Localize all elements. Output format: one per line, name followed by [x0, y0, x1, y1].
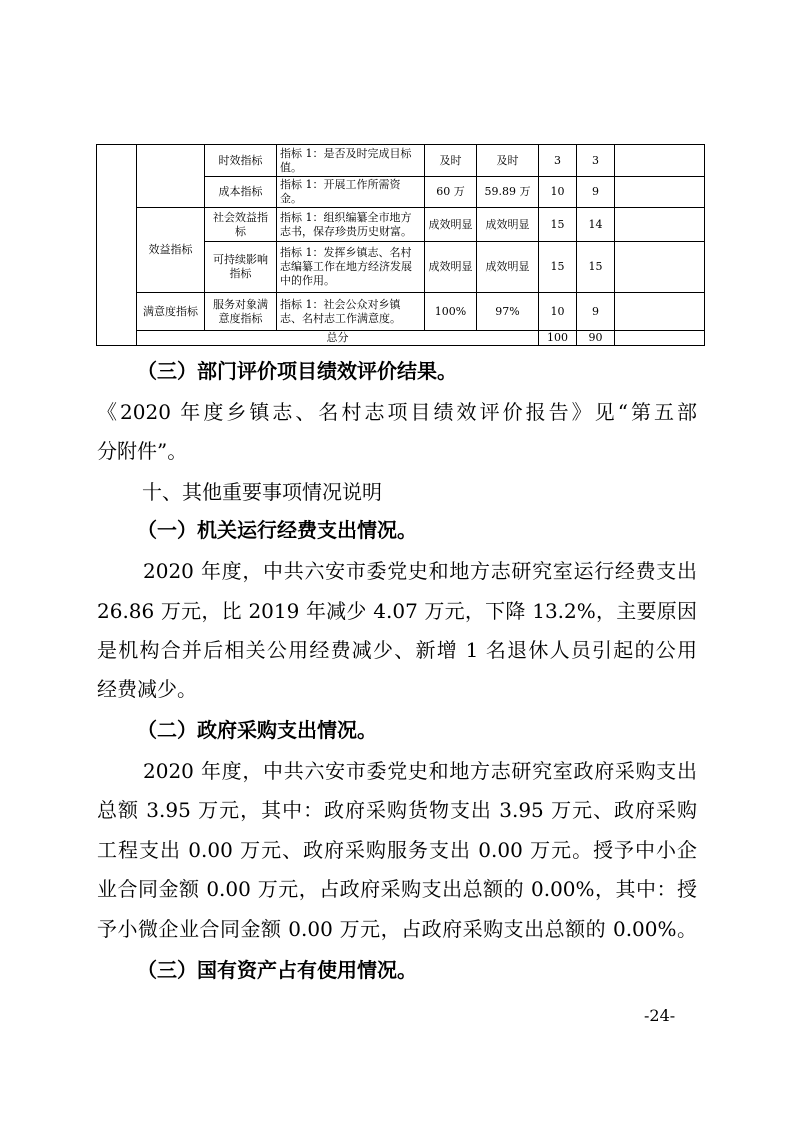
table-cell — [615, 145, 705, 177]
table-cell: 3 — [539, 145, 577, 177]
table-cell: 社会效益指标 — [205, 208, 277, 242]
paragraph-line: 分附件”。 — [97, 439, 188, 463]
table-cell: 指标 1：社会公众对乡镇志、名村志工作满意度。 — [277, 293, 425, 331]
section-heading-state-assets: （三）国有资产占有使用情况。 — [137, 958, 417, 982]
section-heading-gov-procurement: （二）政府采购支出情况。 — [137, 718, 377, 742]
table-cell — [615, 177, 705, 208]
table-cell: 指标 1：是否及时完成目标值。 — [277, 145, 425, 177]
paragraph-line: 工程支出 0.00 万元、政府采购服务支出 0.00 万元。授予中小企 — [97, 838, 697, 862]
total-label: 总分 — [137, 331, 539, 346]
table-row — [97, 145, 705, 177]
table-cell: 成本指标 — [205, 177, 277, 208]
table-cell: 9 — [577, 177, 615, 208]
paragraph-line: 经费减少。 — [97, 677, 197, 701]
table-cell: 9 — [577, 293, 615, 331]
table-cell: 97% — [477, 293, 539, 331]
table-row-total — [97, 331, 705, 346]
section-heading-operating-expenses: （一）机关运行经费支出情况。 — [137, 518, 417, 542]
table-cell: 60 万 — [425, 177, 477, 208]
table-cell — [615, 331, 705, 346]
paragraph-line: 总额 3.95 万元，其中：政府采购货物支出 3.95 万元、政府采购 — [97, 798, 697, 822]
table-cell: 成效明显 — [477, 242, 539, 293]
section-heading-other-matters: 十、其他重要事项情况说明 — [142, 480, 382, 504]
table-row — [97, 293, 705, 331]
total-weight: 100 — [539, 331, 577, 346]
paragraph-line: 业合同金额 0.00 万元，占政府采购支出总额的 0.00%，其中：授 — [97, 877, 697, 901]
section-heading-eval-results: （三）部门评价项目绩效评价结果。 — [137, 359, 457, 383]
performance-table — [96, 144, 705, 346]
table-cell — [615, 242, 705, 293]
table-cell — [615, 293, 705, 331]
table-cell: 10 — [539, 177, 577, 208]
table-cell: 10 — [539, 293, 577, 331]
table-cell: 成效明显 — [477, 208, 539, 242]
table-cell: 指标 1：组织编纂全市地方志书，保存珍贵历史财富。 — [277, 208, 425, 242]
table-cell: 及时 — [425, 145, 477, 177]
table-cell: 指标 1：发挥乡镇志、名村志编纂工作在地方经济发展中的作用。 — [277, 242, 425, 293]
paragraph-line: 予小微企业合同金额 0.00 万元，占政府采购支出总额的 0.00%。 — [97, 917, 697, 941]
table-cell: 15 — [539, 242, 577, 293]
table-cell: 59.89 万 — [477, 177, 539, 208]
table-cell — [615, 208, 705, 242]
table-cell — [97, 145, 137, 346]
table-cell: 可持续影响指标 — [205, 242, 277, 293]
page-number: -24- — [644, 1006, 676, 1025]
table-cell: 成效明显 — [425, 242, 477, 293]
table-cell — [137, 145, 205, 208]
table-cell: 满意度指标 — [137, 293, 205, 331]
table-cell: 15 — [539, 208, 577, 242]
paragraph-line: 26.86 万元，比 2019 年减少 4.07 万元，下降 13.2%，主要原因 — [97, 599, 697, 623]
table-cell: 14 — [577, 208, 615, 242]
table-cell: 服务对象满意度指标 — [205, 293, 277, 331]
table-cell: 效益指标 — [137, 208, 205, 293]
table-cell: 成效明显 — [425, 208, 477, 242]
paragraph-line: 《2020 年度乡镇志、名村志项目绩效评价报告》见“第五部 — [97, 400, 697, 424]
total-score: 90 — [577, 331, 615, 346]
table-cell: 3 — [577, 145, 615, 177]
paragraph-line: 2020 年度，中共六安市委党史和地方志研究室政府采购支出 — [143, 759, 697, 783]
table-cell: 15 — [577, 242, 615, 293]
table-cell: 100% — [425, 293, 477, 331]
paragraph-line: 2020 年度，中共六安市委党史和地方志研究室运行经费支出 — [143, 559, 697, 583]
table-row — [97, 208, 705, 242]
paragraph-line: 是机构合并后相关公用经费减少、新增 1 名退休人员引起的公用 — [97, 638, 697, 662]
table-cell: 时效指标 — [205, 145, 277, 177]
table-cell: 指标 1：开展工作所需资金。 — [277, 177, 425, 208]
table-cell: 及时 — [477, 145, 539, 177]
